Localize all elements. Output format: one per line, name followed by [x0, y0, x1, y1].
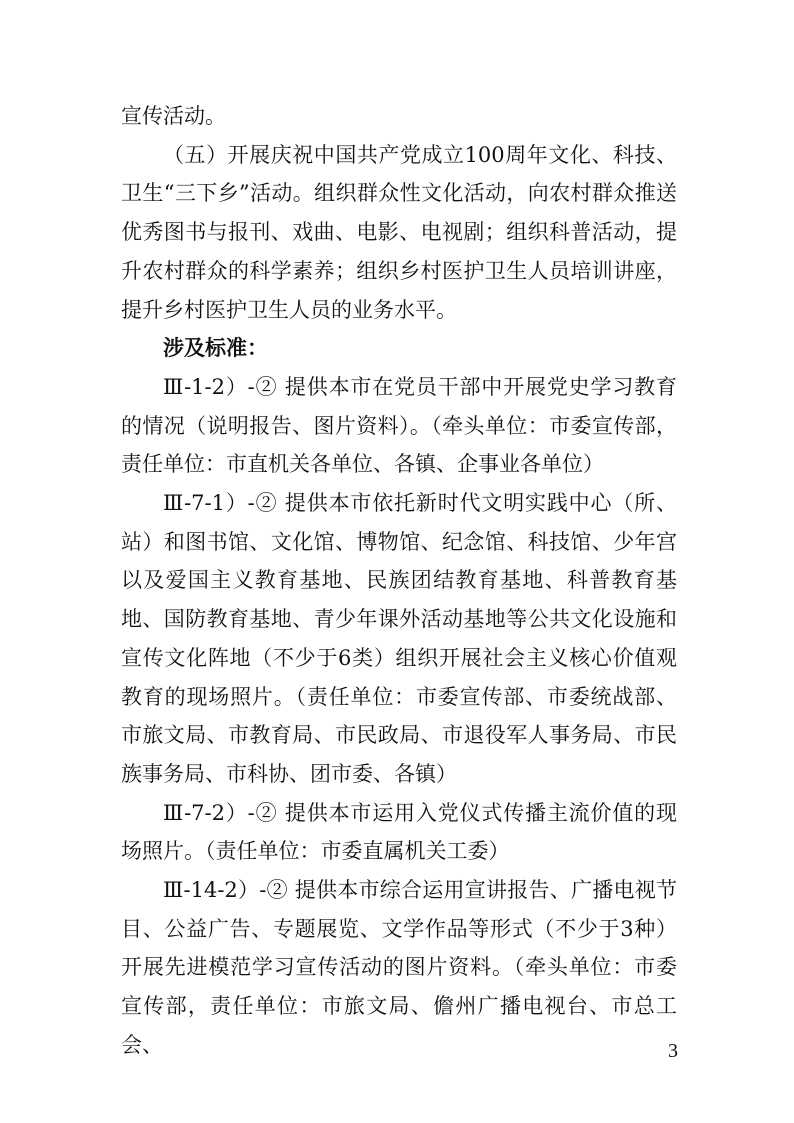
standard-iii-1-2: Ⅲ-1-2）-② 提供本市在党员干部中开展党史学习教育的情况（说明报告、图片资料）。（牵头单位：市委宣传部，责任单位：市直机关各单位、各镇、企事业各单位） — [121, 374, 677, 477]
paragraph-san-xia-xiang: （五）开展庆祝中国共产党成立100周年文化、科技、卫生“三下乡”活动。组织群众性文化活动，向农村群众推送优秀图书与报刊、戏曲、电影、电视剧；组织科普活动，提升农村群众的科学素养；组织乡村医护卫生人员培训讲座，提升乡村医护卫生人员的业务水平。 — [121, 142, 677, 322]
standard-iii-7-1: Ⅲ-7-1）-② 提供本市依托新时代文明实践中心（所、站）和图书馆、文化馆、博物馆、纪念馆、科技馆、少年宫以及爱国主义教育基地、民族团结教育基地、科普教育基地、国防教育基地、青少年课外活动基地等公共文化设施和宣传文化阵地（不少于6类）组织开展社会主义核心价值观教育的现场照片。（责任单位：市委宣传部、市委统战部、市旅文局、市教育局、市民政局、市退役军人事务局、市民族事务局、市科协、团市委、各镇） — [121, 491, 677, 786]
body-text — [121, 97, 677, 1065]
standard-iii-7-2: Ⅲ-7-2）-② 提供本市运用入党仪式传播主流价值的现场照片。（责任单位：市委直属机关工委） — [121, 800, 677, 864]
standards-heading: 涉及标准： — [163, 335, 268, 361]
standard-iii-14-2: Ⅲ-14-2）-② 提供本市综合运用宣讲报告、广播电视节目、公益广告、专题展览、文学作品等形式（不少于3种）开展先进模范学习宣传活动的图片资料。（牵头单位：市委宣传部，责任单位：市旅文局、儋州广播电视台、市总工会、 — [121, 878, 677, 1057]
paragraph-continuation: 宣传活动。 — [121, 104, 226, 128]
page-number: 3 — [668, 1040, 678, 1062]
